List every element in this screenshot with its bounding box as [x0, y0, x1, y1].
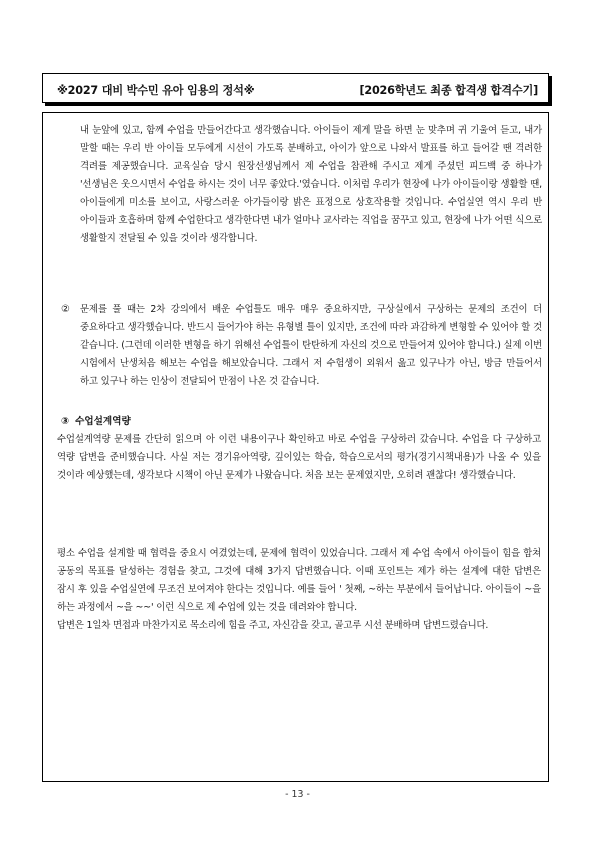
content-box [42, 112, 549, 782]
header-section-title: [2026학년도 최종 합격생 합격수기] [359, 84, 538, 97]
intro-paragraph: 내 눈앞에 있고, 함께 수업을 만들어간다고 생각했습니다. 아이들이 제게 말을 하면 눈 맞추며 귀 기울여 듣고, 내가 말할 때는 우리 반 아이들 모두에게 시선이 가도록 분배하고, 아이가 앞으로 나와서 발표를 하고 들어갈 땐 격려한 격려를 제공했습니다. 교육실습 당시 원장선생님께서 제 수업을 참관해 주시고 제게 주셨던 피드백 중 하나가 '선생님은 웃으시면서 수업을 하시는 것이 너무 좋았다.'였습니다. 이처럼 우리가 현장에 나가 아이들이랑 생활할 땐, 아이들에게 미소를 보이고, 사랑스러운 아가들이랑 밝은 표정으로 상호작용할 것입니다. 수업실연 역시 우리 반 아이들과 호흡하며 함께 수업한다고 생각한다면 내가 얼마나 교사라는 직업을 꿈꾸고 있고, 현장에 나가 어떤 식으로 생활할지 전달될 수 있을 것이라 생각합니다. [80, 125, 542, 244]
header-course-title: ※2027 대비 박수민 유아 임용의 정석※ [57, 84, 255, 97]
item-2-number: ② [61, 304, 70, 315]
collaboration-paragraph: 평소 수업을 설계할 때 협력을 중요시 여겼었는데, 문제에 협력이 있었습니다. 그래서 제 수업 속에서 아이들이 힘을 합쳐 공동의 목표를 달성하는 경험을 찾고, 그것에 대해 3가지 답변했습니다. 이때 포인트는 제가 하는 설계에 대한 답변은 잠시 후 있을 수업실연에 무조건 보여져야 한다는 것입니다. 예를 들어 ' 첫째, ~하는 부분에서 들어납니다. 아이들이 ~을 하는 과정에서 ~을 ~~' 이런 식으로 제 수업에 있는 것을 데려와야 합니다. [57, 548, 541, 613]
section-3-heading [61, 413, 131, 431]
section-3-title: 수업설계역량 [75, 416, 131, 427]
section-3-number: ③ [61, 416, 70, 427]
page-number: - 13 - [285, 789, 310, 800]
closing-paragraph: 답변은 1일차 면접과 마찬가지로 목소리에 힘을 주고, 자신감을 갖고, 골고루 시선 분배하며 답변드렸습니다. [57, 620, 489, 631]
section-3-paragraph: 수업설계역량 문제를 간단히 읽으며 아 이런 내용이구나 확인하고 바로 수업을 구상하러 갔습니다. 수업을 다 구상하고 역량 답변을 준비했습니다. 사실 저는 경기유아역량, 깊이있는 학습, 학습으로서의 평가(경기시책내용)가 나올 수 있을 것이라 예상했는데, 생각보다 시책이 아닌 문제가 나왔습니다. 처음 보는 문제였지만, 오히려 괜찮다! 생각했습니다. [57, 434, 541, 481]
document-header [42, 73, 549, 103]
item-2-paragraph: 문제를 풀 때는 2차 강의에서 배운 수업틀도 매우 매우 중요하지만, 구상실에서 구상하는 문제의 조건이 더 중요하다고 생각했습니다. 반드시 들어가야 하는 유형별 틀이 있지만, 조건에 따라 과감하게 변형할 수 있어야 할 것 같습니다. (그런데 이러한 변형을 하기 위해선 수업틀이 탄탄하게 자신의 것으로 만들어져 있어야 합니다.) 실제 이번 시험에서 난생처음 해보는 수업을 해보았습니다. 그래서 저 수험생이 외워서 읊고 있구나가 아닌, 방금 만들어서 하고 있구나 하는 인상이 전달되어 만점이 나온 것 같습니다. [80, 304, 542, 387]
